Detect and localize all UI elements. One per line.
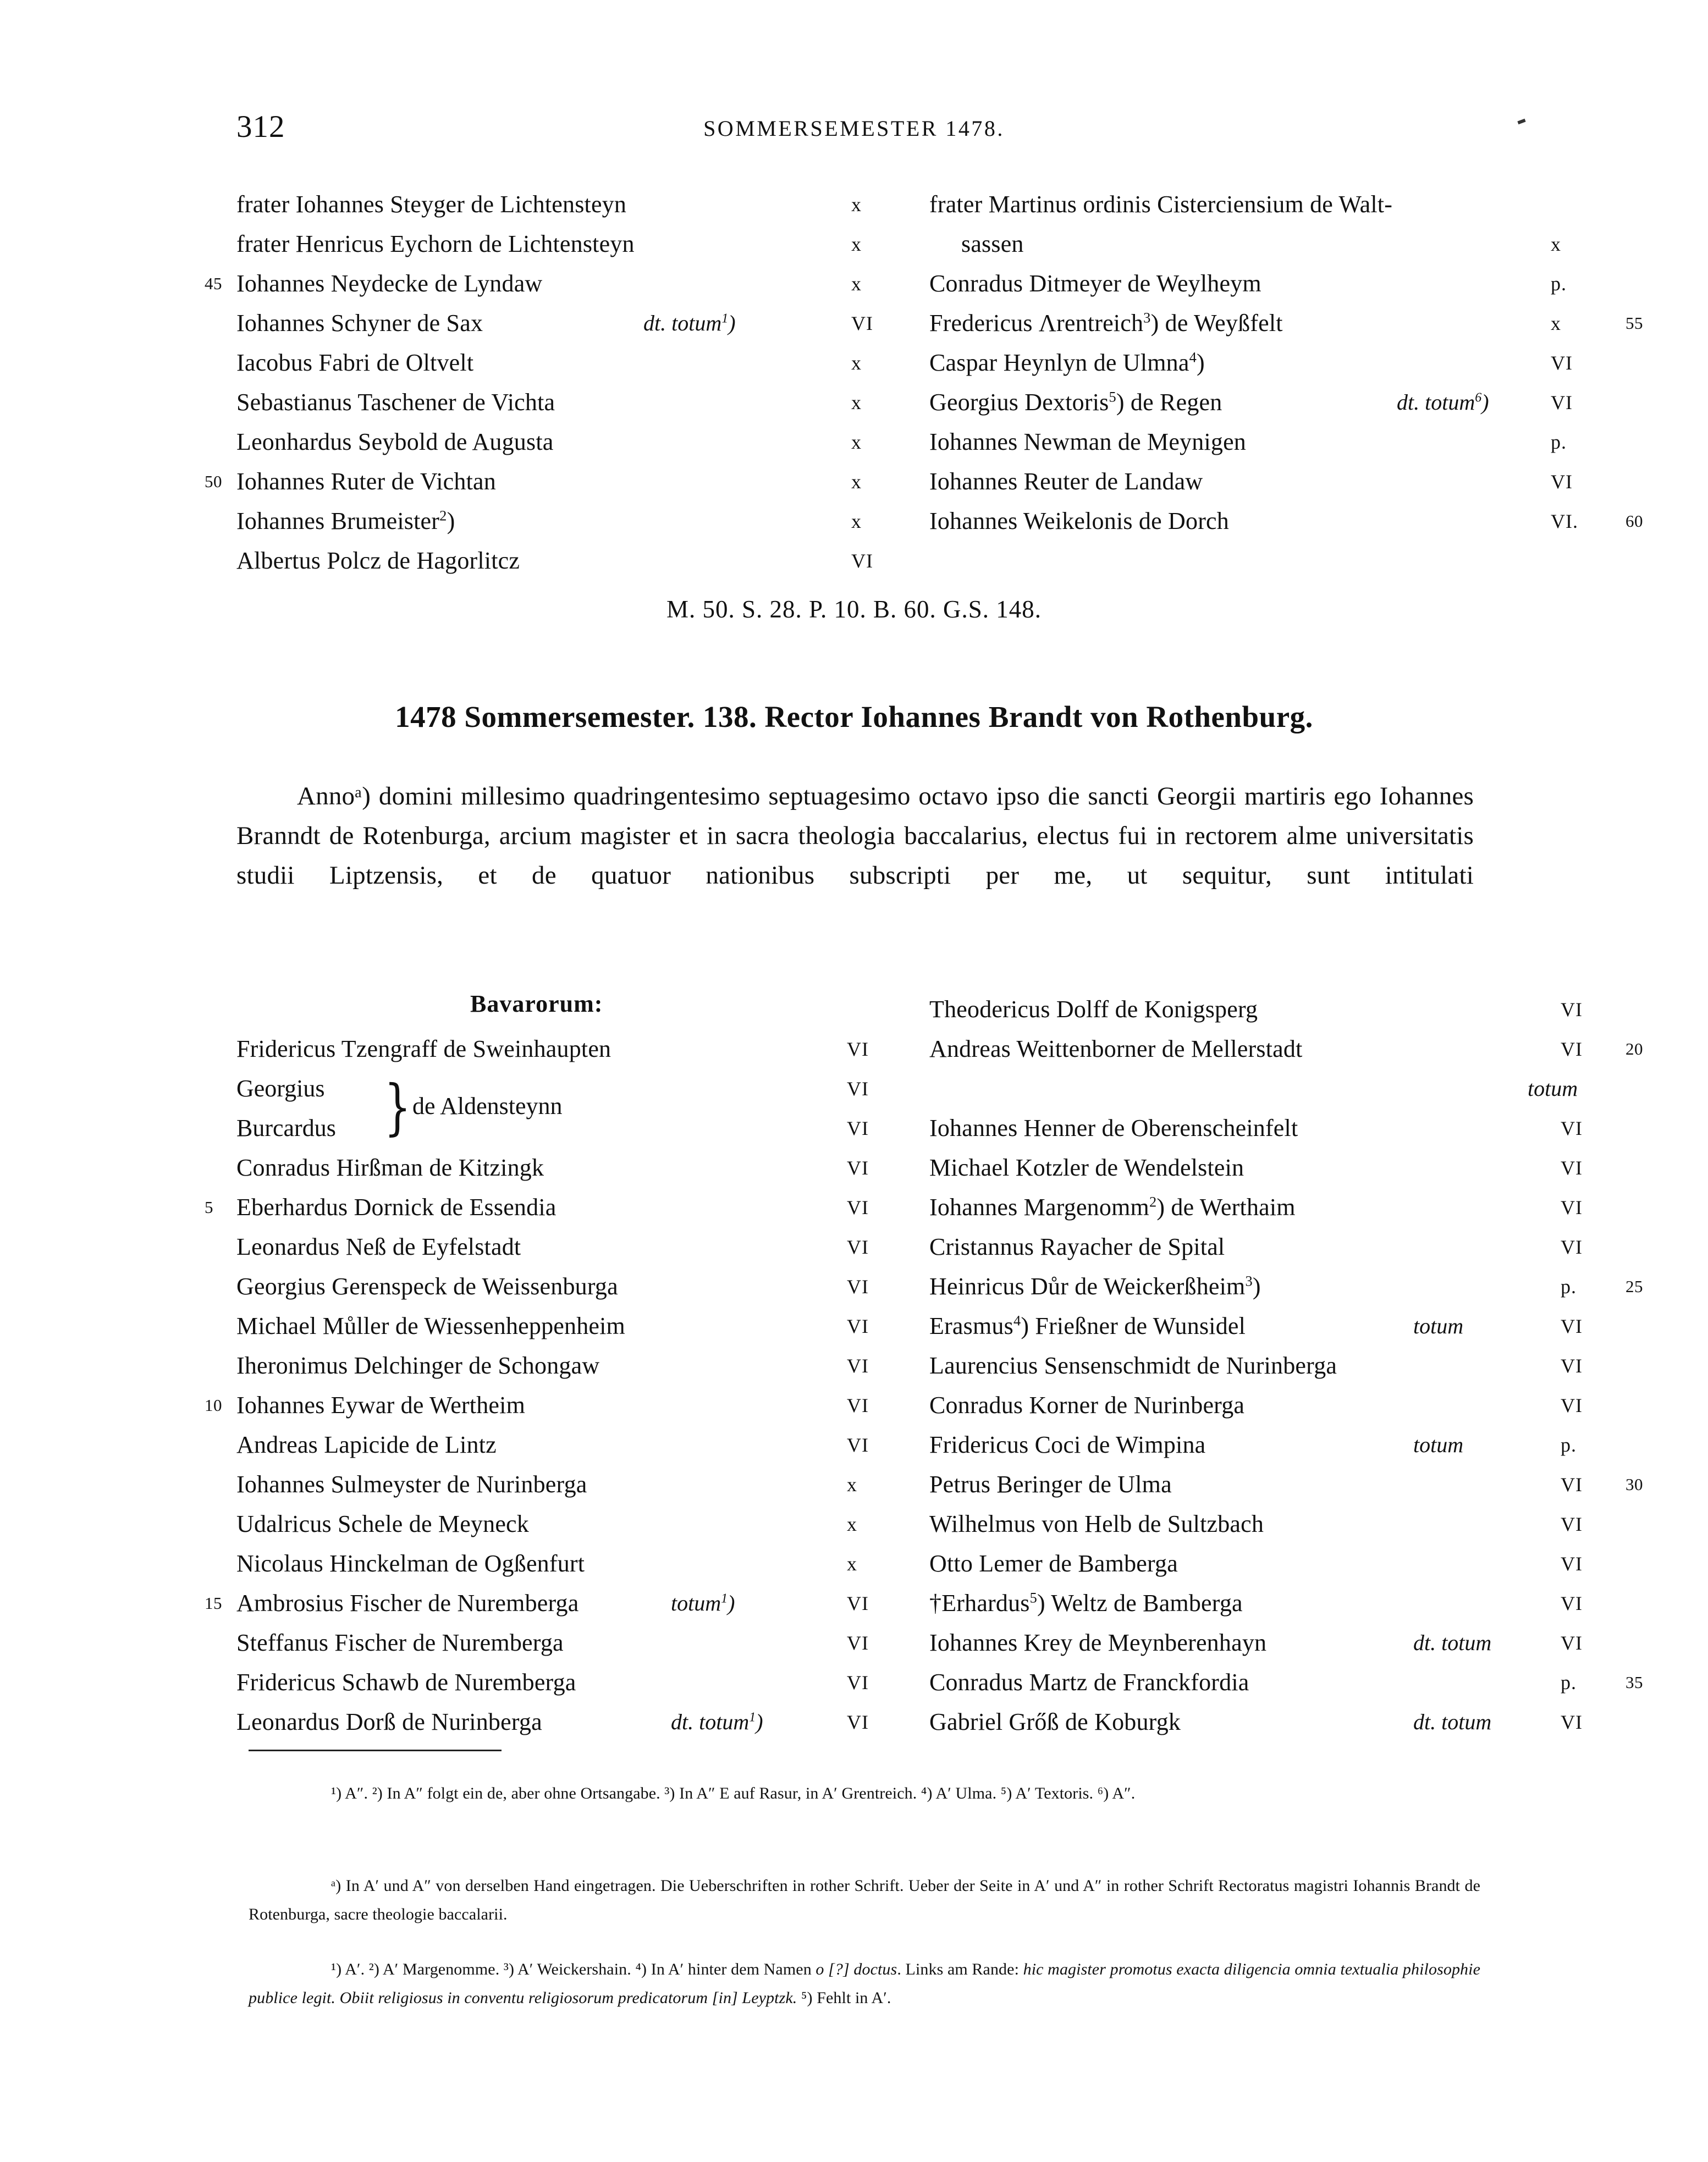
- entry-name: Fredericus Λrentreich$^3$) de Weyßfelt: [929, 309, 1283, 337]
- entry-row: [236, 1544, 891, 1584]
- entry-name: Eberhardus Dornick de Essendia: [236, 1194, 557, 1221]
- entry-name: Georgius Dextoris$^5$) de Regen: [929, 388, 1222, 416]
- footnote-group-numeric-upper: ¹) A″. ²) In A″ folgt ein de, aber ohne Ortsangabe. ³) In A″ E auf Rasur, in A′ Grentreich. ⁴) A′ Ulma. ⁵) A′ Textoris. ⁶) A″.: [331, 1784, 1136, 1802]
- entry-column-right: [929, 185, 1643, 541]
- entry-row: [236, 422, 891, 462]
- entry-name: Georgius Gerenspeck de Weissenburga: [236, 1273, 618, 1300]
- entry-name: Michael Kotzler de Wendelstein: [929, 1154, 1244, 1181]
- entry-row: [929, 304, 1643, 343]
- entry-name: Laurencius Sensenschmidt de Nurinberga: [929, 1352, 1337, 1379]
- entry-row: [929, 1346, 1600, 1386]
- entry-fee: x: [847, 1553, 857, 1575]
- entry-name: Caspar Heynlyn de Ulmna$^4$): [929, 349, 1205, 376]
- entry-row: [236, 304, 891, 343]
- entry-row: [236, 343, 891, 383]
- entry-name: Andreas Weittenborner de Mellerstadt: [929, 1035, 1303, 1062]
- entry-name: Iohannes Krey de Meynberenhayn: [929, 1629, 1267, 1656]
- entry-name: Heinricus Důr de Weickerßheim$^3$): [929, 1272, 1261, 1300]
- entry-name: Burcardus: [236, 1115, 336, 1141]
- entry-name: Leonhardus Seybold de Augusta: [236, 428, 554, 455]
- entry-index-number: 5: [205, 1198, 213, 1217]
- entry-fee: VI: [1561, 1474, 1583, 1496]
- entry-row: [929, 1544, 1600, 1584]
- entry-name: Conradus Korner de Nurinberga: [929, 1392, 1245, 1419]
- entry-fee: VI: [1551, 471, 1573, 493]
- entry-fee: VI.: [1551, 510, 1578, 532]
- entry-index-number: 20: [1626, 1039, 1643, 1058]
- entry-fee: VI: [1561, 1355, 1583, 1377]
- entry-name: Georgius: [236, 1075, 325, 1102]
- running-head: [0, 109, 1708, 147]
- entry-row-brace-group: [236, 1069, 891, 1148]
- entry-row: [929, 501, 1643, 541]
- entry-fee: VI: [851, 550, 873, 572]
- entry-name: Iohannes Weikelonis de Dorch: [929, 508, 1229, 534]
- entry-name: Fridericus Schawb de Nuremberga: [236, 1669, 576, 1696]
- entry-fee: VI: [847, 1394, 869, 1416]
- footnote-text-italic-1: o [?] doctus: [816, 1960, 897, 1978]
- entry-fee: p.: [1551, 431, 1567, 453]
- entry-name: Leonardus Dorß de Nurinberga: [236, 1708, 542, 1735]
- entry-fee: VI: [847, 1117, 869, 1139]
- entry-index-number: 10: [205, 1396, 222, 1415]
- entry-annotation: totum$^1$): [671, 1591, 735, 1615]
- entry-annotation: dt. totum: [1413, 1709, 1492, 1734]
- entry-row: [236, 1663, 891, 1702]
- entry-row: [929, 264, 1600, 304]
- entry-name: Conradus Ditmeyer de Weylheym: [929, 270, 1261, 297]
- nation-heading-bavarorum: Bavarorum:: [470, 990, 603, 1017]
- entry-fee: p.: [1561, 1672, 1577, 1694]
- entry-fee: VI: [847, 1592, 869, 1614]
- entry-fee: VI: [1551, 391, 1573, 413]
- entry-row: [929, 1148, 1600, 1188]
- entry-fee: VI: [1561, 1394, 1583, 1416]
- entry-row: [929, 1267, 1643, 1306]
- entry-name: Theodericus Dolff de Konigsperg: [929, 996, 1258, 1023]
- entry-name: Iohannes Henner de Oberenscheinfelt: [929, 1115, 1298, 1141]
- entry-name: Udalricus Schele de Meyneck: [236, 1510, 529, 1537]
- entry-name: Andreas Lapicide de Lintz: [236, 1431, 497, 1458]
- entry-row: [929, 224, 1600, 264]
- entry-row: [929, 343, 1600, 383]
- entry-fee: VI: [1561, 1632, 1583, 1654]
- entry-name: Iheronimus Delchinger de Schongaw: [236, 1352, 600, 1379]
- entry-row: [929, 1465, 1643, 1504]
- entry-name: Iohannes Newman de Meynigen: [929, 428, 1247, 455]
- entry-name: Conradus Hirßman de Kitzingk: [236, 1154, 544, 1181]
- entry-fee: x: [851, 194, 862, 216]
- entry-name: Ambrosius Fischer de Nuremberga: [236, 1590, 579, 1617]
- entry-fee: VI: [1551, 352, 1573, 374]
- entry-fee: VI: [847, 1315, 869, 1337]
- entry-row: [205, 1188, 891, 1227]
- entry-row: [236, 1227, 891, 1267]
- entry-fee: VI: [847, 1355, 869, 1377]
- entry-annotation: totum: [1413, 1314, 1464, 1338]
- entry-fee: VI: [1561, 1315, 1583, 1337]
- entry-annotation: totum: [1413, 1432, 1464, 1457]
- entry-index-number: 30: [1626, 1475, 1643, 1494]
- entry-fee: x: [851, 510, 862, 532]
- entry-row: [236, 501, 891, 541]
- entry-row: [929, 1188, 1600, 1227]
- entry-fee: VI: [847, 1078, 869, 1100]
- entry-fee: VI: [847, 1711, 869, 1733]
- entry-row: [929, 1702, 1600, 1742]
- entry-annotation: dt. totum$^6$): [1397, 390, 1489, 415]
- entry-row: [929, 1227, 1600, 1267]
- entry-name: Iohannes Reuter de Landaw: [929, 468, 1203, 495]
- entry-name: Iohannes Schyner de Sax: [236, 310, 483, 337]
- entry-row: [236, 185, 891, 224]
- footnote-text-italic-2: hic magister promotus exacta diligencia omnia textualia philosophie publice legit. Obiit religiosus in conventu religiosorum predicatorum [in] Leyptzk.: [249, 1960, 1481, 2007]
- entry-row: [929, 1623, 1600, 1663]
- entry-fee: VI: [847, 1276, 869, 1298]
- entry-fee: VI: [847, 1236, 869, 1258]
- entry-row: [236, 1425, 891, 1465]
- running-head-title: SOMMERSEMESTER 1478.: [703, 116, 1005, 141]
- entry-row: [236, 224, 891, 264]
- entry-fee: VI: [847, 1038, 869, 1060]
- entry-row: [929, 1663, 1643, 1702]
- entry-fee: x: [851, 352, 862, 374]
- entry-fee: VI: [1561, 1196, 1583, 1218]
- entry-row: [929, 1386, 1600, 1425]
- entry-index-number: 50: [205, 472, 222, 491]
- entry-fee: VI: [1561, 1038, 1583, 1060]
- entry-fee: VI: [847, 1157, 869, 1179]
- entry-fee: x: [847, 1513, 857, 1535]
- entry-index-number: 15: [205, 1593, 222, 1613]
- entry-row: [236, 1267, 891, 1306]
- entry-name: Iohannes Margenomm$^2$) de Werthaim: [929, 1193, 1296, 1221]
- entry-row: [929, 422, 1600, 462]
- footnote-text-plain-3: ⁵) Fehlt in A′.: [797, 1989, 891, 2007]
- entry-fee: VI: [1561, 1157, 1583, 1179]
- entry-fee: x: [847, 1474, 857, 1496]
- entry-row: [929, 1504, 1600, 1544]
- entry-fee: x: [851, 233, 862, 255]
- entry-row: [929, 1584, 1600, 1623]
- footnote-group-numeric-lower: [249, 1955, 1480, 2012]
- entry-index-number: 25: [1626, 1277, 1643, 1296]
- entry-name: Michael Můller de Wiessenheppenheim: [236, 1312, 625, 1339]
- entry-row: [236, 1504, 891, 1544]
- entry-fee: VI: [847, 1434, 869, 1456]
- entry-name: frater Iohannes Steyger de Lichtensteyn: [236, 191, 627, 218]
- entry-row: [236, 1148, 891, 1188]
- entry-name: Nicolaus Hinckelman de Ogßenfurt: [236, 1550, 585, 1577]
- entry-column-right: [929, 990, 1643, 1742]
- entry-index-number: 55: [1626, 313, 1643, 333]
- entry-row: [236, 383, 891, 422]
- entry-row: [236, 1346, 891, 1386]
- entry-index-number: 45: [205, 274, 222, 293]
- entry-fee: VI: [1561, 1117, 1583, 1139]
- entry-name: Sebastianus Taschener de Vichta: [236, 389, 555, 416]
- entry-fee: x: [851, 431, 862, 453]
- entry-row: [929, 462, 1600, 501]
- entry-row: [929, 1069, 1600, 1108]
- entry-name: frater Martinus ordinis Cisterciensium de Walt-: [929, 191, 1393, 218]
- entry-fee: x: [1551, 312, 1561, 334]
- entry-fee: x: [1551, 233, 1561, 255]
- entry-name: Petrus Beringer de Ulma: [929, 1471, 1172, 1498]
- entry-fee: VI: [1561, 1711, 1583, 1733]
- entry-fee: VI: [1561, 1513, 1583, 1535]
- brace-icon: }: [384, 1072, 411, 1142]
- entry-row: [236, 541, 891, 581]
- entry-row: [929, 1425, 1600, 1465]
- entry-fee: VI: [847, 1672, 869, 1694]
- entry-row: [236, 1465, 891, 1504]
- entry-name: Iacobus Fabri de Oltvelt: [236, 349, 474, 376]
- entry-fee: VI: [1561, 999, 1583, 1021]
- entry-row: [929, 1108, 1600, 1148]
- entry-row: [929, 1029, 1643, 1069]
- entry-name: Steffanus Fischer de Nuremberga: [236, 1629, 564, 1656]
- entry-row: [929, 990, 1600, 1029]
- entry-name: sassen: [961, 230, 1024, 257]
- footnote-text-plain-1: ¹) A′. ²) A′ Margenomme. ³) A′ Weickershain. ⁴) In A′ hinter dem Namen: [331, 1960, 816, 1978]
- entry-fee: VI: [1561, 1592, 1583, 1614]
- entry-name: Iohannes Neydecke de Lyndaw: [236, 270, 543, 297]
- entry-row: [236, 1623, 891, 1663]
- entry-row: [236, 1306, 891, 1346]
- folio-number: 312: [236, 109, 285, 144]
- entry-fee: p.: [1551, 273, 1567, 295]
- entry-annotation: dt. totum$^1$): [671, 1709, 763, 1734]
- entry-fee: VI: [847, 1632, 869, 1654]
- entry-name: frater Henricus Eychorn de Lichtensteyn: [236, 230, 635, 257]
- entry-name: Iohannes Sulmeyster de Nurinberga: [236, 1471, 587, 1498]
- entry-name: Iohannes Brumeister$^2$): [236, 507, 455, 534]
- entry-row: [236, 1029, 891, 1069]
- entry-fee: x: [851, 391, 862, 413]
- entry-column-left: [205, 185, 891, 581]
- entry-fee: VI: [851, 312, 873, 334]
- entry-row: [929, 1306, 1600, 1346]
- entry-fee: VI: [847, 1196, 869, 1218]
- entry-column-left: [205, 1029, 891, 1742]
- entry-name: Iohannes Eywar de Wertheim: [236, 1392, 525, 1419]
- entry-name: Iohannes Ruter de Vichtan: [236, 468, 496, 495]
- section-heading: 1478 Sommersemester. 138. Rector Iohannes Brandt von Rothenburg.: [395, 700, 1313, 733]
- entry-name: †Erhardus$^5$) Weltz de Bamberga: [929, 1589, 1243, 1617]
- entry-name: Leonardus Neß de Eyfelstadt: [236, 1233, 521, 1260]
- entry-fee: p.: [1561, 1434, 1577, 1456]
- entry-name: Albertus Polcz de Hagorlitcz: [236, 547, 520, 574]
- entry-name: Fridericus Coci de Wimpina: [929, 1431, 1206, 1458]
- rector-preamble-paragraph: Annoᵃ) domini millesimo quadringentesimo septuagesimo octavo ipso die sancti Georgii martiris ego Iohannes Branndt de Rotenburga, arcium magister et in sacra theologia baccalarius, electus fui in rectorem alme universitatis studii Liptzensis, et de quatuor nationibus subscripti per me, ut sequitur, sunt intitulati: [236, 782, 1474, 890]
- entry-row: [205, 264, 891, 304]
- entry-fee: x: [851, 273, 862, 295]
- entry-index-number: 60: [1626, 511, 1643, 531]
- entry-fee: p.: [1561, 1276, 1577, 1298]
- entry-name: Cristannus Rayacher de Spital: [929, 1233, 1225, 1260]
- footnote-separator-rule: [249, 1750, 502, 1751]
- footnote-group-letter: ᵃ) In A′ und A″ von derselben Hand eingetragen. Die Ueberschriften in rother Schrift. Ueber der Seite in A′ und A″ in rother Schrift Rectoratus magistri Iohannis Brandt de Rotenburga, sacre theologie baccalarii.: [249, 1877, 1480, 1923]
- entry-annotation: dt. totum$^1$): [643, 311, 736, 335]
- entry-name: Wilhelmus von Helb de Sultzbach: [929, 1510, 1264, 1537]
- entry-annotation: totum: [1528, 1076, 1578, 1101]
- entry-name: Erasmus$^4$) Frießner de Wunsidel: [929, 1312, 1246, 1339]
- entry-index-number: 35: [1626, 1673, 1643, 1692]
- entry-name: Otto Lemer de Bamberga: [929, 1550, 1178, 1577]
- entry-name: Fridericus Tzengraff de Sweinhaupten: [236, 1035, 611, 1062]
- entry-name: Conradus Martz de Franckfordia: [929, 1669, 1249, 1696]
- entry-row: [236, 1702, 891, 1742]
- entry-row: [205, 1386, 891, 1425]
- entry-fee: VI: [1561, 1553, 1583, 1575]
- entry-fee: VI: [1561, 1236, 1583, 1258]
- entry-row: [929, 185, 1600, 224]
- entry-row: [205, 462, 891, 501]
- entry-place: de Aldensteynn: [412, 1093, 563, 1119]
- summary-totals: M. 50. S. 28. P. 10. B. 60. G.S. 148.: [666, 595, 1042, 623]
- entry-annotation: dt. totum: [1413, 1630, 1492, 1655]
- footnote-text-plain-2: . Links am Rande:: [897, 1960, 1023, 1978]
- entry-row: [205, 1584, 891, 1623]
- entry-fee: x: [851, 471, 862, 493]
- entry-name: Gabriel Grőß de Koburgk: [929, 1708, 1181, 1735]
- entry-row: [929, 383, 1600, 422]
